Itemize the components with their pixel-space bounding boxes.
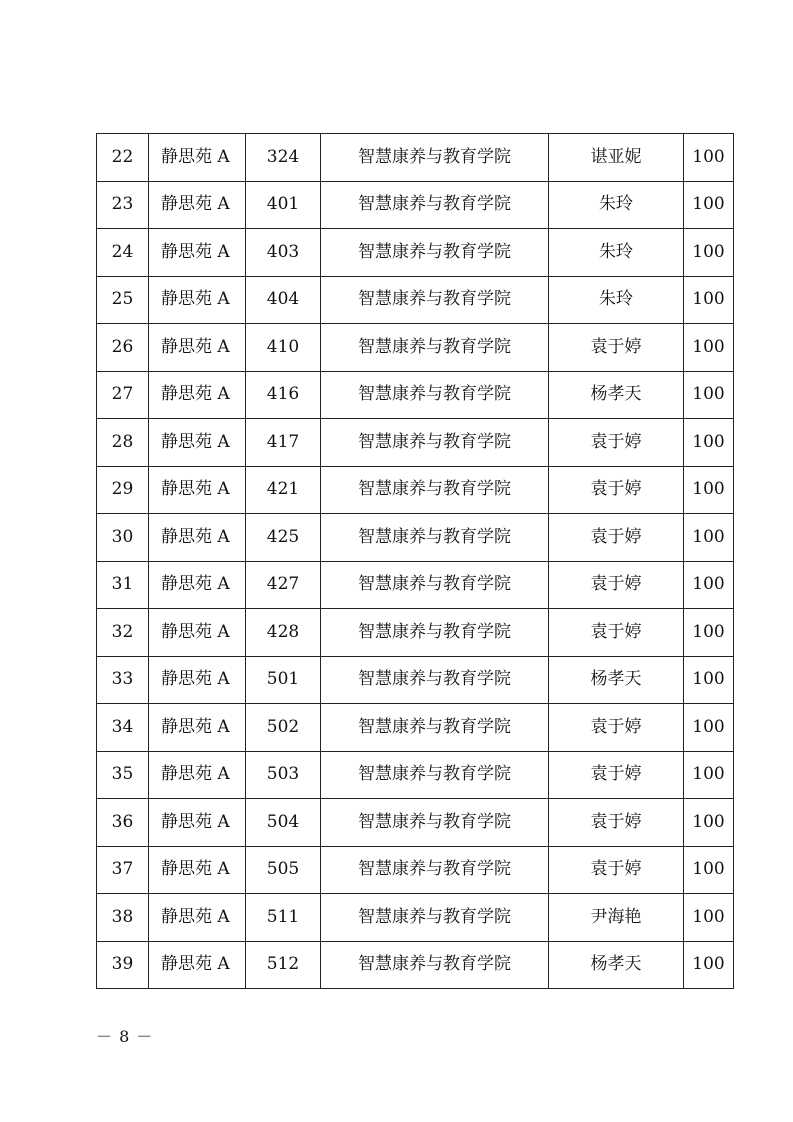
table-row [97, 941, 734, 989]
college-cell: 智慧康养与教育学院 [321, 324, 549, 372]
room-number-cell: 401 [246, 181, 321, 229]
building-cell: 静思苑 A [149, 704, 246, 752]
counselor-cell: 袁于婷 [549, 514, 684, 562]
counselor-cell: 朱玲 [549, 229, 684, 277]
row-number-cell: 22 [97, 134, 149, 182]
row-number-cell: 25 [97, 276, 149, 324]
score-cell: 100 [684, 846, 734, 894]
room-number-cell: 421 [246, 466, 321, 514]
college-cell: 智慧康养与教育学院 [321, 751, 549, 799]
building-cell: 静思苑 A [149, 514, 246, 562]
table-body [97, 134, 734, 989]
row-number-cell: 35 [97, 751, 149, 799]
college-cell: 智慧康养与教育学院 [321, 561, 549, 609]
room-number-cell: 417 [246, 419, 321, 467]
counselor-cell: 袁于婷 [549, 799, 684, 847]
row-number-cell: 24 [97, 229, 149, 277]
building-cell: 静思苑 A [149, 799, 246, 847]
counselor-cell: 杨孝天 [549, 656, 684, 704]
table-row [97, 561, 734, 609]
building-cell: 静思苑 A [149, 941, 246, 989]
counselor-cell: 杨孝天 [549, 941, 684, 989]
row-number-cell: 28 [97, 419, 149, 467]
building-cell: 静思苑 A [149, 181, 246, 229]
building-cell: 静思苑 A [149, 561, 246, 609]
table-row [97, 371, 734, 419]
counselor-cell: 杨孝天 [549, 371, 684, 419]
counselor-cell: 袁于婷 [549, 561, 684, 609]
building-cell: 静思苑 A [149, 656, 246, 704]
college-cell: 智慧康养与教育学院 [321, 181, 549, 229]
building-cell: 静思苑 A [149, 419, 246, 467]
score-cell: 100 [684, 419, 734, 467]
row-number-cell: 29 [97, 466, 149, 514]
score-cell: 100 [684, 181, 734, 229]
building-cell: 静思苑 A [149, 134, 246, 182]
counselor-cell: 尹海艳 [549, 894, 684, 942]
dormitory-score-table [96, 133, 734, 989]
table-row [97, 466, 734, 514]
row-number-cell: 33 [97, 656, 149, 704]
building-cell: 静思苑 A [149, 324, 246, 372]
building-cell: 静思苑 A [149, 276, 246, 324]
score-cell: 100 [684, 324, 734, 372]
college-cell: 智慧康养与教育学院 [321, 514, 549, 562]
college-cell: 智慧康养与教育学院 [321, 134, 549, 182]
counselor-cell: 谌亚妮 [549, 134, 684, 182]
counselor-cell: 袁于婷 [549, 751, 684, 799]
college-cell: 智慧康养与教育学院 [321, 276, 549, 324]
score-cell: 100 [684, 941, 734, 989]
table-row [97, 609, 734, 657]
table-row [97, 419, 734, 467]
building-cell: 静思苑 A [149, 846, 246, 894]
score-cell: 100 [684, 704, 734, 752]
table-row [97, 134, 734, 182]
score-cell: 100 [684, 609, 734, 657]
college-cell: 智慧康养与教育学院 [321, 846, 549, 894]
room-number-cell: 403 [246, 229, 321, 277]
college-cell: 智慧康养与教育学院 [321, 419, 549, 467]
score-cell: 100 [684, 894, 734, 942]
counselor-cell: 袁于婷 [549, 419, 684, 467]
row-number-cell: 36 [97, 799, 149, 847]
table-row [97, 276, 734, 324]
building-cell: 静思苑 A [149, 229, 246, 277]
row-number-cell: 32 [97, 609, 149, 657]
room-number-cell: 511 [246, 894, 321, 942]
table-row [97, 229, 734, 277]
row-number-cell: 37 [97, 846, 149, 894]
college-cell: 智慧康养与教育学院 [321, 229, 549, 277]
room-number-cell: 416 [246, 371, 321, 419]
score-cell: 100 [684, 514, 734, 562]
college-cell: 智慧康养与教育学院 [321, 799, 549, 847]
building-cell: 静思苑 A [149, 466, 246, 514]
table-row [97, 846, 734, 894]
counselor-cell: 袁于婷 [549, 704, 684, 752]
table-row [97, 704, 734, 752]
room-number-cell: 324 [246, 134, 321, 182]
counselor-cell: 朱玲 [549, 181, 684, 229]
score-cell: 100 [684, 371, 734, 419]
score-cell: 100 [684, 751, 734, 799]
room-number-cell: 404 [246, 276, 321, 324]
row-number-cell: 30 [97, 514, 149, 562]
room-number-cell: 504 [246, 799, 321, 847]
college-cell: 智慧康养与教育学院 [321, 704, 549, 752]
building-cell: 静思苑 A [149, 609, 246, 657]
table-row [97, 514, 734, 562]
college-cell: 智慧康养与教育学院 [321, 941, 549, 989]
table-row [97, 656, 734, 704]
table-row [97, 751, 734, 799]
row-number-cell: 23 [97, 181, 149, 229]
score-cell: 100 [684, 561, 734, 609]
counselor-cell: 袁于婷 [549, 609, 684, 657]
page-number: － 8 － [96, 1027, 154, 1046]
score-cell: 100 [684, 799, 734, 847]
counselor-cell: 袁于婷 [549, 324, 684, 372]
table-row [97, 181, 734, 229]
counselor-cell: 袁于婷 [549, 846, 684, 894]
room-number-cell: 427 [246, 561, 321, 609]
score-cell: 100 [684, 134, 734, 182]
row-number-cell: 27 [97, 371, 149, 419]
row-number-cell: 39 [97, 941, 149, 989]
college-cell: 智慧康养与教育学院 [321, 656, 549, 704]
college-cell: 智慧康养与教育学院 [321, 609, 549, 657]
score-cell: 100 [684, 229, 734, 277]
room-number-cell: 502 [246, 704, 321, 752]
score-cell: 100 [684, 276, 734, 324]
score-cell: 100 [684, 656, 734, 704]
table-row [97, 894, 734, 942]
room-number-cell: 501 [246, 656, 321, 704]
room-number-cell: 503 [246, 751, 321, 799]
room-number-cell: 512 [246, 941, 321, 989]
row-number-cell: 31 [97, 561, 149, 609]
college-cell: 智慧康养与教育学院 [321, 466, 549, 514]
building-cell: 静思苑 A [149, 751, 246, 799]
room-number-cell: 410 [246, 324, 321, 372]
table-row [97, 324, 734, 372]
college-cell: 智慧康养与教育学院 [321, 371, 549, 419]
room-number-cell: 425 [246, 514, 321, 562]
row-number-cell: 38 [97, 894, 149, 942]
room-number-cell: 505 [246, 846, 321, 894]
row-number-cell: 34 [97, 704, 149, 752]
row-number-cell: 26 [97, 324, 149, 372]
building-cell: 静思苑 A [149, 371, 246, 419]
counselor-cell: 朱玲 [549, 276, 684, 324]
counselor-cell: 袁于婷 [549, 466, 684, 514]
score-cell: 100 [684, 466, 734, 514]
college-cell: 智慧康养与教育学院 [321, 894, 549, 942]
room-number-cell: 428 [246, 609, 321, 657]
building-cell: 静思苑 A [149, 894, 246, 942]
table-row [97, 799, 734, 847]
